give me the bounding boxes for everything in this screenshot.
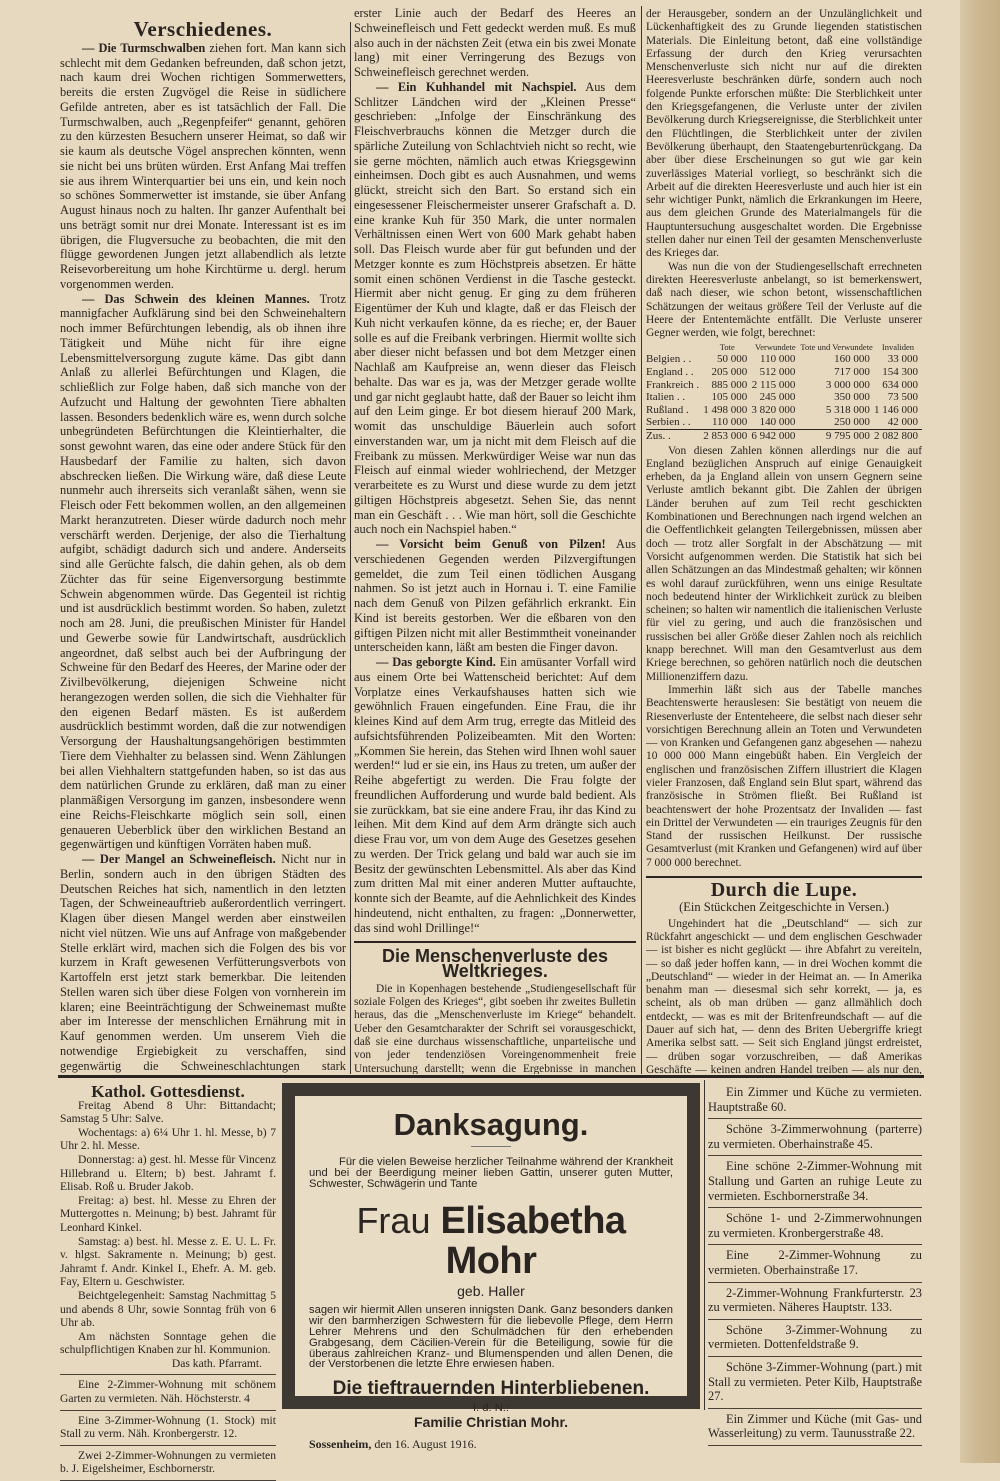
classified-ad — [708, 1082, 922, 1119]
church-notice — [60, 1082, 276, 1375]
table-header: Tote und Verwundete — [800, 342, 873, 353]
table-total-row — [646, 429, 922, 442]
article-schweinefleisch — [60, 852, 346, 1074]
article-body: Trotz mannigfacher Aufklärung sind bei den Schweinehaltern noch immer Befürchtungen lebendig, als ob ihnen ihre Tätigkeit und Mühe nicht für ihre eigne Lebensmittelversorgung zugute käme. Das gibt dann Anlaß zu allerlei Befürchtungen und Klagen, die schließlich zur Folge haben, daß sich manche von der Aufzucht und Haltung der gewohnten Tiere abhalten lassen. Besonders bedenklich wäre es, wenn durch solche unbegründeten Befürchtungen die Kleintierhalter, die sonst gewohnt waren, das eine oder andere Stück für den Hausbedarf der Familie zu halten, sich davon abschrecken ließen. Die Wirkung wäre, daß diese Leute nunmehr auch ihrerseits sich veranlaßt sähen, wenn sie Fleisch oder Fett bekommen wollen, an den allgemeinen Markt heranzutreten. Dieser würde dadurch noch mehr verschärft werden. Derjenige, der also die Tierhaltung aufgibt, schädigt dadurch sich und andere. Anderseits sind alle Gerüchte falsch, die dahin gehen, als ob dem Züchter das für seine Eigenversorgung bestimmte Schwein abgenommen würde. Das Gegenteil ist richtig und ist ausdrücklich bestimmt worden. So haben, zuletzt noch am 28. Juni, die preußischen Minister für Handel und Gewerbe sowie für Landwirtschaft, ausdrücklich angeordnet, daß selbst auch bei der Aufbringung der Schweine für den Bedarf des Heeres, der Marine oder der Zivilbevölkerung, diejenigen Schweine nicht herangezogen werden sollen, die sich die Viehhalter für den eigenen Bedarf mästen. Es ist außerdem ausdrücklich bestimmt worden, daß die zur notwendigen Versorgung der Haushaltungsangehörigen bestimmten Tiere dem Viehhalter zu belassen sind. Wenn Zählungen bei allen Viehhaltern stattgefunden haben, so ist das aus dem natürlichen Grunde zu erklären, daß man zu einer planmäßigen Versorgung im ganzen, insbesondere wenn eine Reichs-Fleischkarte möglich sein soll, einen genaueren Ueberblick über den wirklichen Bestand an gegenwärtigen und künftigen Vorräten haben muß. — [60, 291, 346, 852]
table-cell: Serbien . . — [646, 416, 691, 429]
church-line: Samstag: a) best. hl. Messe z. E. U. L. Fr. v. hlgst. Sakramente n. Meinung; b) gest. Jahramt f. Andr. Kinkel I., Ehefr. A. M. geb. Fay, Eltern u. Geschwister. — [60, 1234, 276, 1289]
title-frau: Frau — [356, 1200, 431, 1242]
ad-text: Eine 2-Zimmer-Wohnung zu vermieten. Oberhainstraße 17. — [708, 1248, 922, 1277]
church-line: Donnerstag: a) gest. hl. Messe für Vincenz Hillebrand u. Eltern; b) best. Jahramt f. Elisab. Roß u. Bruder Jakob. — [60, 1152, 276, 1194]
column-1 — [60, 22, 346, 1074]
table-cell: 1 498 000 — [703, 403, 748, 416]
ad-body: sagen wir hiermit Allen unseren innigsten Dank. Ganz besonders danken wir den barmherzigen Schwestern für die liebevolle Pflege, dem Herrn Lehrer Mehrens und den Schulmädchen für den erhebenden Grabgesang, dem Cäcilien-Verein für die Beteiligung, sowie für die überaus zahlreichen Kranz- und Blumenspenden und allen Denen, die der Verstorbenen die letzte Ehre erwiesen haben. — [309, 1304, 673, 1371]
article-heading: — Ein Kuhhandel mit Nachspiel. — [376, 79, 577, 94]
article-body: Von diesen Zahlen können allerdings nur die auf England bezüglichen Anspruch auf einige Genauigkeit erheben, da ja England allein von unsern Gegnern seine Verluste amtlich bekannt gibt. Die Zahlen der übrigen Länder beruhen auf zum Teil recht geschickten Kombinationen und Berechnungen nach irgend welchen an die Oeffentlichkeit gelangten Teilergebnissen, müssen aber doch — trotz aller Sorgfalt in der Abschätzung — mit Vorsicht aufgenommen werden. Die Statistik hat sich bei allen Schätzungen an das Mindestmaß gehalten; wir können es wohl darauf zurückführen, wenn uns einige Resultate noch bedeutend hinter der Wirklichkeit zurück zu bleiben scheinen; so halten wir namentlich die italienischen Verluste für viel zu gering, und auch die französischen und russischen bei aller Größe dieser Zahlen noch als reichlich knapp berechnet. Will man den Gesamtverlust aus dem Kriege berechnen, so gehören natürlich noch die deutschen Millionenziffern dazu. — [646, 444, 922, 683]
classified-ad — [708, 1119, 922, 1156]
article-body: Aus dem Schlitzer Ländchen wird der „Kleinen Presse“ geschrieben: „Infolge der Einschränkung des Fleischverbrauchs können die Metzger durch die spärliche Zuteilung von Schlachtvieh nicht so recht, wie sie gerne möchten, nämlich auch etwas Kriegsgewinn einheimsen. Doch gibt es auch Ausnahmen, und wems glückt, streicht sich den Bart. So erstand sich ein eingesessener Fleischermeister unserer Grafschaft a. D. eine kranke Kuh für 350 Mark, die unter normalen Verhältnissen einen Wert von 600 Mark gehabt haben soll. Das Fleisch wurde aber für gut befunden und der Metzger konnte es zum Höchstpreis absetzen. Er hätte somit einen schönen Verdienst in die Tasche gesteckt. Hiermit aber nicht genug. Er ging zu dem früheren Eigentümer der Kuh und klagte, daß er das Fleisch der Kuh nicht verkaufen könne, da es rieche; er, der Bauer solle es auf die Freibank verbringen. Hiermit wollte sich aber dieser nicht befassen und bot dem Metzger einen Nachlaß am Kaufpreise an, wenn dieser das Fleisch behalte. Das war es ja, was der Metzger gerade wollte und gar nicht geglaubt hatte, daß der Bauer so leicht ihm auf den Leim ginge. Er bot diesem hierauf 200 Mark, womit das unschuldige Bäuerlein auch sofort einverstanden war, um ja nicht mit dem Fleisch auf die Freibank zu müssen. Merkwürdiger Weise war nun das Fleisch auf einmal wieder wohlriechend, der Metzger verarbeitete es zu Wurst und diese wurde zu dem jetzt giltigen Höchstpreis abgesetzt. Sehen Sie, das nennt man ein Geschäft . . . Wie man hört, soll die Geschichte auch noch ein Nachspiel haben.“ — [354, 79, 636, 537]
church-line: Am nächsten Sonntage gehen die schulpflichtigen Knaben zur hl. Kommunion. — [60, 1329, 276, 1357]
article-subtitle: (Ein Stückchen Zeitgeschichte in Versen.) — [679, 900, 889, 915]
column-divider — [704, 1080, 705, 1410]
ad-text: 2-Zimmer-Wohnung Frankfurterstr. 23 zu vermieten. Näheres Hauptstr. 133. — [708, 1285, 922, 1315]
ad-text: Eine schöne 2-Zimmer-Wohnung mit Stallung und Garten an ruhige Leute zu vermieten. Eschbornerstraße 34. — [708, 1159, 922, 1203]
classified-ad — [708, 1320, 922, 1357]
classified-ad — [708, 1245, 922, 1282]
deceased-name — [309, 1201, 673, 1281]
church-line: Freitag Abend 8 Uhr: Bittandacht; Samstag 5 Uhr: Salve. — [60, 1098, 276, 1126]
table-row — [646, 404, 922, 417]
table-cell: 205 000 — [711, 366, 748, 379]
table-row — [646, 416, 922, 429]
maiden-name: geb. Haller — [457, 1283, 525, 1300]
table-cell: 160 000 — [834, 353, 870, 366]
table-cell: 634 000 — [882, 378, 918, 391]
family-name: Familie Christian Mohr. — [413, 1413, 569, 1430]
losses-table — [646, 342, 922, 442]
church-line: Wochentags: a) 6¼ Uhr 1. hl. Messe, b) 7 Uhr 2. hl. Messe. — [60, 1125, 276, 1153]
table-cell: 73 500 — [887, 391, 918, 404]
column-2 — [354, 6, 636, 1074]
idn: I. d. N.: — [472, 1402, 510, 1415]
table-header — [646, 342, 703, 353]
page-edge — [960, 0, 1000, 1463]
table-row — [646, 379, 922, 392]
ad-text: Schöne 3-Zimmerwohnung (parterre) zu vermieten. Oberhainstraße 45. — [708, 1122, 922, 1151]
article-heading: — Vorsicht beim Genuß von Pilzen! — [376, 537, 606, 551]
table-cell: Belgien . . — [646, 353, 692, 366]
classified-ad — [708, 1357, 922, 1409]
ad-text: Ein Zimmer und Küche (mit Gas- und Wasserleitung) zu verm. Taunusstraße 22. — [708, 1411, 922, 1441]
date: den 16. August 1916. — [371, 1436, 477, 1451]
table-cell: 3 000 000 — [825, 378, 870, 391]
article-heading: — Das Schwein des kleinen Mannes. — [82, 291, 310, 306]
table-row — [646, 353, 922, 366]
column-divider — [350, 22, 351, 1074]
table-cell: 9 795 000 — [799, 429, 874, 442]
divider — [471, 1146, 511, 1147]
ad-title: Danksagung. — [393, 1107, 589, 1142]
table-row — [646, 366, 922, 379]
ad-text: Ein Zimmer und Küche zu vermieten. Hauptstraße 60. — [708, 1085, 922, 1114]
divider — [354, 941, 636, 943]
left-ads — [60, 1082, 276, 1481]
church-line: Beichtgelegenheit: Samstag Nachmittag 5 und abends 8 Uhr, sowie Sonntag früh von 6 Uhr ab. — [60, 1288, 276, 1330]
table-cell: 885 000 — [711, 378, 748, 391]
right-ads — [708, 1082, 922, 1446]
table-cell: Rußland . — [646, 403, 689, 416]
table-cell: 140 000 — [759, 416, 796, 429]
table-header: Invaliden — [881, 342, 914, 353]
church-line: Freitag: a) best. hl. Messe zu Ehren der Muttergottes n. Meinung; b) best. Jahramt für Leonhard Kinkel. — [60, 1193, 276, 1234]
table-cell: 42 000 — [887, 416, 918, 429]
table-header: Verwundete — [755, 342, 796, 353]
article-kuhhandel — [354, 80, 636, 537]
table-cell: 5 318 000 — [825, 403, 870, 416]
article-continuation: erster Linie auch der Bedarf des Heeres an Schweinefleisch und Fett gedeckt werden muß. Es muß also auch in der nächsten Zeit (etwa ein bis zwei Monate lang) mit einer Verringerung des Bezugs von Schweinefleisch gerechnet werden. — [354, 6, 636, 79]
table-cell: Zus. . — [646, 429, 703, 442]
table-cell: 110 000 — [760, 353, 796, 366]
article-body: Immerhin läßt sich aus der Tabelle manches Beachtenswerte herauslesen: Sie bestätigt von neuem die Riesenverluste der Ententeheere, die selbst nach dieser sehr vorsichtigen Berechnung allein an Toten und Verwundeten — von Kranken und Gefangenen ganz abgesehen — nahezu 10 000 000 Mann eingebüßt haben. Ein Vergleich der englischen und französischen Ziffern illustriert die Klagen vieler Franzosen, daß England sein Blut spart, während das französische in Strömen fließt. Bei Rußland ist beachtenswert der hohe Prozentsatz der Invaliden — fast ein Drittel der Verwundeten — ein trauriges Zeugnis für den Stand der russischen Heilkunst. Der russische Gesamtverlust (mit Kranken und Gefangenen) wird auf über 7 000 000 berechnet. — [646, 683, 922, 869]
section-divider — [58, 1075, 924, 1078]
classified-ad — [708, 1409, 922, 1446]
article-heading: — Die Turmschwalben — [82, 40, 206, 55]
ad-intro: Für die vielen Beweise herzlicher Teilnahme während der Krankheit und bei der Beerdigung meiner lieben Gattin, unserer guten Mutter, Schwester, Schwägerin und Tante — [309, 1156, 673, 1190]
article-kind — [354, 655, 636, 935]
article-heading: — Das geborgte Kind. — [376, 655, 496, 669]
table-cell: 2 115 000 — [751, 378, 796, 391]
table-cell: 512 000 — [759, 366, 796, 379]
classified-ad — [708, 1156, 922, 1208]
table-cell: Italien . . — [646, 391, 686, 404]
table-cell: 2 853 000 — [703, 429, 751, 442]
table-cell: 350 000 — [834, 391, 870, 404]
divider — [646, 876, 922, 878]
table-cell: Frankreich . — [646, 378, 700, 391]
table-cell: 50 000 — [717, 353, 748, 366]
ad-text: Schöne 1- und 2-Zimmerwohnungen zu vermieten. Kronbergerstraße 48. — [708, 1211, 922, 1240]
article-body: Aus verschiedenen Gegenden werden Pilzvergiftungen gemeldet, die zum Teil einen tödlichen Ausgang nahmen. So ist jetzt auch in Hornau i. T. eine Familie nach dem Genuß von Pilzen gefährlich erkrankt. Ein Kind ist bereits gestorben. Wer die eßbaren von den giftigen Pilzen nicht mit aller Bestimmtheit voneinander unterscheiden kann, läßt am besten die Finger davon. — [354, 537, 636, 655]
article-turmschwalben — [60, 41, 346, 292]
column-3 — [646, 8, 922, 1074]
table-cell: 105 000 — [711, 391, 748, 404]
article-body: Ein amüsanter Vorfall wird aus einem Orte bei Wattenscheid berichtet: Auf dem Vorplatze eines Verkaufshauses hatten sich wie gewöhnlich Frauen eingefunden. Eine Frau, die ihr kleines Kind auf dem Arm trug, erregte das Mitleid des aufsichtsführenden Polizeibeamten. Mit den Worten: „Kommen Sie herein, das Stehen wird Ihnen wohl sauer werden!“ lud er sie ein, ins Haus zu treten, um außer der Reihe abgefertigt zu werden. Die Frau folgte der freundlichen Aufforderung und wurde bald bedient. Als sie zurückkam, bat sie eine andere Frau, ihr das Kind zu leihen. Mit dem Kind auf dem Arm drängte sich auch diese Frau vor, um von dem Auge des Gesetzes gesehen zu werden. Der Trick gelang und bald war auch sie im Besitz der gewünschten Lebensmittel. Als aber das Kind zum dritten Mal mit einer anderen Mutter auftauchte, konnte sich der Beamte, auf die Aehnlichkeit des Kindes hindeutend, nicht enthalten, zu fragen: „Donnerwetter, das sind wohl Drillinge!“ — [354, 655, 636, 935]
classified-ad — [708, 1208, 922, 1245]
article-pilze — [354, 537, 636, 655]
classified-ad — [60, 1446, 276, 1481]
ad-text: Schöne 3-Zimmer-Wohnung zu vermieten. Dottenfeldstraße 9. — [708, 1322, 922, 1352]
ad-text: Schöne 3-Zimmer-Wohnung (part.) mit Stall zu vermieten. Peter Kilb, Hauptstraße 27. — [708, 1359, 922, 1404]
church-signature: Das kath. Pfarramt. — [171, 1356, 262, 1370]
table-cell: 110 000 — [711, 416, 748, 429]
article-continuation: der Herausgeber, sondern an der Unzulänglichkeit und Lückenhaftigkeit des zu Grunde liegenden statistischen Materials. Die Einleitung betont, daß eine vollständige Erfassung der durch den Krieg verursachten Menschenverluste sich nicht nur auf die direkten Heeresverluste beschränken dürfe, sondern auch noch folgende Punkte erforschen müßte: Die Sterblichkeit unter den Kriegsgefangenen, die Verluste unter der zivilen Bevölkerung durch Kriegsereignisse, die Sterblichkeit unter den Flüchtlingen, die Sterblichkeit unter der zivilen Bevölkerung überhaupt, den Staatengeburtenrückgang. Da aber über diese Erscheinungen so gut wie gar kein zuverlässiges Material vorliegt, so beschränkt sich die Arbeit auf die direkten Heeresverluste und auch hier ist ein sehr wichtiger Punkt, nämlich die Erkrankungen im Heere, aus dem gleichen Grunde des Materialmangels für die Hauptuntersuchung ausgeschaltet worden. Die Ergebnisse stellen daher nur einen Teil der gesamten Menschenverluste des Krieges dar. — [646, 8, 922, 260]
ad-text: Zwei 2-Zimmer-Wohnungen zu vermieten b. J. Eigelsheimer, Eschbornerstr. — [60, 1448, 276, 1476]
article-title: Durch die Lupe. — [710, 879, 858, 902]
poem-body: Ungehindert hat die „Deutschland“ — sich zur Rückfahrt angeschickt — und dem englischen Geschwader — ist bisher es nicht geglückt — ihre Abfahrt zu vereiteln, — so daß jeder hoffen kann, — in drei Wochen kommt die „Deutschland“ — wieder in der Heimat an. — In Amerika benahm man — diesesmal sich sehr korrekt, — ja, es scheint, als ob man drüben — ganz allmählich doch entdeckt, — was es mit der Britenfreundschaft — auf die Dauer auf sich hat, — denn des Briten Uebergriffe kriegt Amerika selbst satt. — Seit sich England jüngst erdreistet, — drüben sogar vorzuschreiben, — daß Amerikas Geschäfte — keinen andren Handel treiben — als nur den, — [646, 917, 922, 1074]
classified-ad — [708, 1283, 922, 1320]
column-divider — [641, 6, 642, 1074]
table-row — [646, 391, 922, 404]
table-cell: 1 146 000 — [874, 403, 918, 416]
article-body: Nicht nur in Berlin, sondern auch in den übrigen Städten des Deutschen Reiches hat sich, namentlich in den letzten Tagen, der Schweineauftrieb außerordentlich verringert. Klagen über diesen Mangel werden aber einstweilen nicht viel nützen. Wie uns auf Anfrage von maßgebender Stelle erklärt wird, machen sich die Folgen des bis vor kurzem in Kraft gewesenen Verfütterungsverbots von Kartoffeln erst jetzt stark bemerkbar. Die leitenden Stellen waren sich über diese Folgen von vornherein im klaren; eine Beeinträchtigung der Schweinemast mußte aber im Interesse der menschlichen Ernährung mit in Kauf genommen werden. Um unserem Vieh die notwendige Ergiebigkeit zu verschaffen, sind gegenwärtig die Schweineschlachtungen stark — [60, 852, 346, 1073]
table-cell: 2 082 800 — [874, 429, 922, 442]
ad-text: Eine 2-Zimmer-Wohnung mit schönem Garten zu vermieten. Näh. Höchsterstr. 4 — [60, 1378, 276, 1406]
mourners: Die tieftrauernden Hinterbliebenen. — [332, 1378, 650, 1400]
church-title: Kathol. Gottesdienst. — [91, 1082, 245, 1101]
article-schwein — [60, 292, 346, 853]
table-cell: 3 820 000 — [751, 403, 796, 416]
article-heading: — Der Mangel an Schweinefleisch. — [82, 852, 276, 866]
article-body: Die in Kopenhagen bestehende „Studiengesellschaft für soziale Folgen des Krieges“, gibt soeben ihr zweites Bulletin heraus, das die „Menschenverluste im Kriege“ behandelt. Ueber den Gesamtcharakter der Schrift sei vorausgeschickt, daß sie eine durchaus wissenschaftliche, unparteiische und von jeder tendenziösen Voreingenommenheit freie Untersuchung darstellt; wenn die Ergebnisse in manchen — [354, 982, 636, 1074]
table-header: Tote — [719, 342, 735, 353]
place-date — [309, 1436, 673, 1451]
table-cell: England . . — [646, 366, 694, 379]
article-title: Die Menschenverluste des Weltkrieges. — [381, 946, 609, 981]
article-body: Was nun die von der Studiengesellschaft errechneten direkten Heeresverluste anbelangt, so ist bemerkenswert, daß nach dieser, wie schon betont, wissenschaftlichen Schätzungen der weitaus größere Teil der Verluste auf die Heere der Ententemächte entfällt. Die Verluste unserer Gegner werden, wie folgt, berechnet: — [646, 260, 922, 340]
table-cell: 717 000 — [834, 366, 870, 379]
table-cell: 245 000 — [759, 391, 796, 404]
table-cell: 6 942 000 — [751, 429, 799, 442]
place: Sossenheim, — [309, 1436, 372, 1451]
obituary-thanks-ad — [282, 1083, 700, 1451]
classified-ad — [60, 1411, 276, 1446]
table-cell: 250 000 — [834, 416, 870, 429]
table-cell: 33 000 — [887, 353, 918, 366]
table-cell: 154 300 — [882, 366, 918, 379]
section-title: Verschiedenes. — [133, 22, 273, 41]
ad-text: Eine 3-Zimmer-Wohnung (1. Stock) mit Stall zu verm. Näh. Kronbergerstr. 12. — [60, 1413, 276, 1441]
classified-ad — [60, 1375, 276, 1410]
name: Elisabetha Mohr — [440, 1200, 626, 1283]
article-body: ziehen fort. Man kann sich schlecht mit dem Gedanken befreunden, daß schon jetzt, nach kaum drei Wochen richtigen Sommerwetters, bereits die ersten Zugvögel die Reise in südlichere Gefilde antreten, aber es ist tatsächlich der Fall. Die Turmschwalben, auch „Regenpfeifer“ genannt, gehören zu den kürzesten Besuchern unserer Heimat, so daß wir sie kaum als deutsche Vögel ansprechen könnten, wenn sie nicht bei uns brüten würden. Erst Anfang Mai treffen sie aus ihrem Winterquartier bei uns ein, und kein noch so schönes Sommerwetter ist imstande, sie über Anfang August hinaus noch zu halten. Ihr ganzer Aufenthalt bei uns beträgt somit nur drei Monate. Interessant ist es im übrigen, die Flugversuche zu beobachten, die mit den flügge gewordenen Jungen jetzt allabendlich als letzte Reisevorbereitung um hohe Kirchtürme u. dergl. herum vorgenommen werden. — [60, 40, 346, 291]
